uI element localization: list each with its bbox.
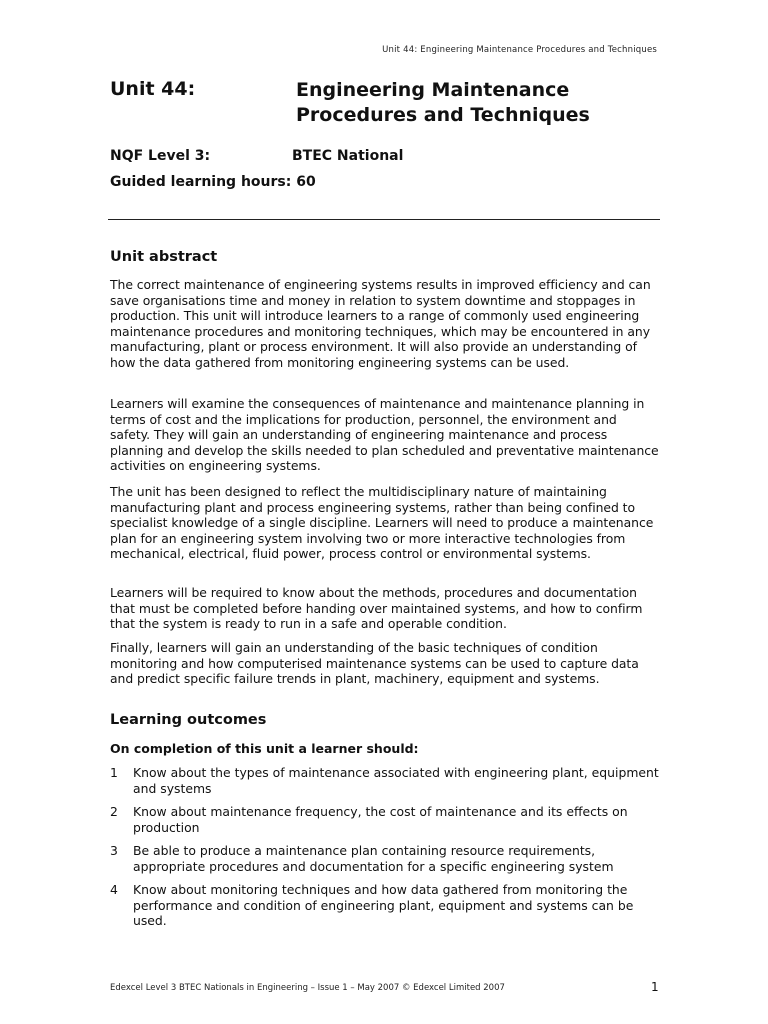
outcome-text: Know about monitoring techniques and how data gathered from monitoring the performance and condition of engineering plant, equipment and systems can be used. <box>133 882 634 929</box>
nqf-level-value: BTEC National <box>292 148 404 164</box>
running-header: Unit 44: Engineering Maintenance Procedures and Techniques <box>382 45 657 55</box>
abstract-paragraph: Learners will examine the consequences of maintenance and maintenance planning in terms of cost and the implications for production, personnel, the environment and safety. They will gain an understanding of engineering maintenance and process planning and develop the skills needed to plan scheduled and preventative maintenance activities on engineering systems. <box>110 396 659 474</box>
outcome-number: 1 <box>110 765 118 780</box>
horizontal-divider <box>108 219 660 220</box>
outcome-number: 3 <box>110 843 118 858</box>
list-item <box>110 765 660 796</box>
footer-text: Edexcel Level 3 BTEC Nationals in Engineering – Issue 1 – May 2007 © Edexcel Limited 2007 <box>110 983 505 993</box>
outcome-text: Know about maintenance frequency, the cost of maintenance and its effects on production <box>133 804 628 835</box>
abstract-paragraph: The unit has been designed to reflect the multidisciplinary nature of maintaining manufacturing plant and process engineering systems, rather than being confined to specialist knowledge of a single discipline. Learners will need to produce a maintenance plan for an engineering system involving two or more interactive technologies from mechanical, electrical, fluid power, process control or environmental systems. <box>110 484 654 562</box>
outcome-number: 4 <box>110 882 118 897</box>
guided-hours-value: 60 <box>296 174 316 190</box>
abstract-paragraph: Learners will be required to know about the methods, procedures and documentation that must be completed before handing over maintained systems, and how to confirm that the system is ready to run in a safe and operable condition. <box>110 585 643 632</box>
guided-hours-label: Guided learning hours: <box>110 174 292 190</box>
learning-outcomes-heading: Learning outcomes <box>110 712 267 728</box>
abstract-paragraph: The correct maintenance of engineering systems results in improved efficiency and can save organisations time and money in relation to system downtime and stoppages in production. This unit will introduce learners to a range of commonly used engineering maintenance procedures and monitoring techniques, which may be encountered in any manufacturing, plant or process environment. It will also provide an understanding of how the data gathered from monitoring engineering systems can be used. <box>110 277 651 370</box>
nqf-level-label: NQF Level 3: <box>110 148 211 164</box>
outcome-text: Know about the types of maintenance associated with engineering plant, equipment and systems <box>133 765 659 796</box>
nqf-level-row <box>110 148 510 164</box>
outcome-number: 2 <box>110 804 118 819</box>
abstract-paragraph: Finally, learners will gain an understanding of the basic techniques of condition monitoring and how computerised maintenance systems can be used to capture data and predict specific failure trends in plant, machinery, equipment and systems. <box>110 640 639 687</box>
list-item <box>110 843 660 874</box>
outcomes-lead-in: On completion of this unit a learner should: <box>110 741 419 756</box>
outcome-text: Be able to produce a maintenance plan containing resource requirements, appropriate procedures and documentation for a specific engineering system <box>133 843 614 874</box>
unit-abstract-heading: Unit abstract <box>110 249 218 265</box>
unit-number: Unit 44: <box>110 78 196 100</box>
guided-hours-row <box>110 174 510 190</box>
list-item <box>110 804 660 835</box>
unit-title: Engineering Maintenance Procedures and Techniques <box>296 79 590 126</box>
list-item <box>110 882 660 929</box>
page-number: 1 <box>651 980 659 994</box>
